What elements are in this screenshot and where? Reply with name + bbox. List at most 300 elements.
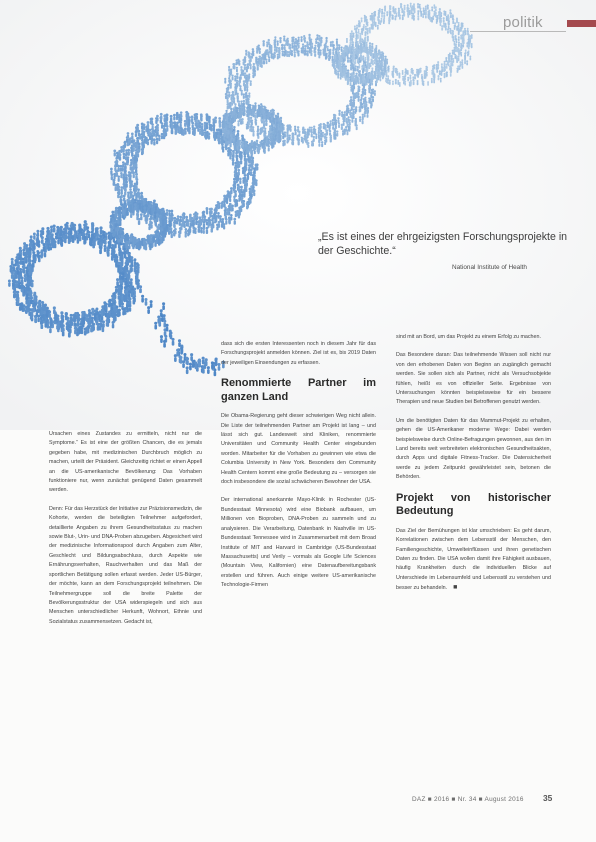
- crowd-figure-head: [105, 232, 108, 235]
- crowd-figure-head: [226, 198, 229, 201]
- crowd-figure-body: [446, 66, 448, 69]
- crowd-figure-body: [374, 92, 376, 96]
- crowd-figure-body: [185, 218, 187, 222]
- crowd-figure-head: [396, 68, 398, 70]
- crowd-figure-head: [214, 134, 217, 137]
- crowd-figure-head: [123, 295, 126, 298]
- crowd-figure-body: [182, 216, 184, 220]
- crowd-figure-head: [329, 120, 331, 122]
- crowd-figure-head: [458, 41, 460, 43]
- crowd-figure-body: [116, 160, 118, 164]
- crowd-figure-body: [227, 106, 229, 110]
- crowd-figure-body: [257, 128, 259, 132]
- crowd-figure-head: [194, 120, 197, 123]
- crowd-figure-body: [187, 232, 189, 236]
- crowd-figure-head: [164, 213, 167, 216]
- crowd-figure-body: [274, 48, 276, 51]
- crowd-figure-head: [30, 235, 33, 238]
- crowd-figure-body: [96, 320, 99, 325]
- crowd-figure-head: [353, 96, 355, 98]
- crowd-figure-body: [263, 61, 265, 65]
- crowd-figure-head: [363, 63, 365, 65]
- crowd-figure-body: [362, 121, 364, 125]
- crowd-figure-body: [37, 233, 39, 237]
- crowd-figure-body: [117, 186, 119, 190]
- crowd-figure-head: [329, 130, 331, 132]
- crowd-figure-body: [313, 138, 315, 142]
- crowd-figure-head: [140, 192, 143, 195]
- crowd-figure-head: [363, 98, 365, 100]
- crowd-figure-body: [418, 72, 420, 75]
- crowd-figure-body: [13, 294, 16, 299]
- crowd-figure-head: [184, 231, 187, 234]
- crowd-figure-body: [274, 54, 276, 58]
- crowd-figure-head: [88, 319, 91, 322]
- crowd-figure-head: [105, 303, 108, 306]
- crowd-figure-body: [70, 322, 72, 327]
- crowd-figure-head: [422, 80, 424, 82]
- crowd-figure-body: [173, 116, 175, 120]
- crowd-figure-body: [136, 146, 138, 150]
- crowd-figure-head: [146, 235, 149, 238]
- crowd-figure-body: [104, 248, 106, 252]
- crowd-figure-body: [445, 59, 447, 62]
- crowd-figure-body: [131, 293, 133, 297]
- crowd-figure-head: [86, 226, 89, 229]
- crowd-figure-head: [165, 121, 168, 124]
- crowd-figure-head: [330, 135, 332, 137]
- crowd-figure-head: [233, 218, 236, 221]
- crowd-figure-body: [278, 139, 280, 143]
- crowd-figure-head: [127, 284, 130, 287]
- crowd-figure-body: [252, 50, 254, 54]
- crowd-figure-head: [180, 111, 183, 114]
- crowd-figure-body: [444, 75, 446, 78]
- crowd-figure-head: [139, 285, 142, 288]
- crowd-figure-head: [224, 206, 227, 209]
- crowd-figure-body: [341, 126, 343, 130]
- crowd-figure-body: [34, 318, 37, 323]
- crowd-figure-body: [241, 71, 243, 75]
- crowd-figure-body: [216, 226, 218, 230]
- crowd-figure-head: [371, 67, 373, 69]
- crowd-figure-body: [143, 240, 145, 244]
- crowd-figure-body: [25, 255, 28, 260]
- crowd-figure-head: [92, 235, 95, 238]
- crowd-figure-head: [206, 208, 209, 211]
- crowd-figure-body: [165, 132, 167, 136]
- crowd-figure-body: [65, 228, 68, 233]
- crowd-figure-body: [362, 91, 364, 95]
- crowd-figure-head: [210, 225, 213, 228]
- crowd-figure-body: [228, 68, 230, 72]
- crowd-figure-body: [54, 316, 57, 321]
- crowd-figure-head: [168, 210, 171, 213]
- crowd-figure-head: [206, 122, 209, 125]
- crowd-figure-head: [440, 78, 442, 80]
- crowd-figure-body: [119, 229, 121, 233]
- crowd-figure-head: [115, 260, 118, 263]
- crowd-figure-body: [359, 66, 361, 69]
- crowd-figure-body: [471, 45, 473, 48]
- crowd-figure-body: [298, 141, 300, 145]
- crowd-figure-head: [319, 49, 321, 51]
- crowd-figure-body: [238, 198, 240, 202]
- crowd-figure-body: [291, 39, 293, 43]
- crowd-figure-head: [11, 258, 14, 261]
- crowd-figure-body: [355, 68, 357, 72]
- crowd-figure-head: [443, 73, 445, 75]
- crowd-figure-head: [318, 132, 320, 134]
- crowd-figure-head: [253, 190, 256, 193]
- crowd-figure-body: [120, 149, 122, 153]
- crowd-figure-body: [237, 99, 239, 102]
- crowd-figure-head: [245, 50, 247, 52]
- crowd-figure-body: [225, 95, 227, 99]
- crowd-figure-head: [240, 157, 243, 160]
- crowd-figure-body: [136, 212, 138, 216]
- crowd-figure-head: [210, 208, 213, 211]
- crowd-figure-head: [112, 321, 115, 324]
- crowd-figure-body: [56, 229, 59, 234]
- crowd-figure-body: [302, 46, 304, 50]
- crowd-figure-head: [437, 61, 439, 63]
- crowd-figure-head: [327, 46, 329, 48]
- crowd-figure-body: [240, 68, 242, 72]
- crowd-figure-body: [117, 167, 119, 171]
- crowd-figure-head: [349, 57, 351, 59]
- crowd-figure-body: [189, 218, 191, 222]
- crowd-figure-head: [193, 213, 196, 216]
- crowd-figure-head: [126, 300, 129, 303]
- crowd-figure-head: [350, 64, 353, 67]
- crowd-figure-head: [229, 196, 232, 199]
- crowd-figure-body: [356, 127, 358, 131]
- crowd-figure-head: [350, 96, 352, 98]
- crowd-figure-body: [355, 61, 357, 64]
- crowd-figure-head: [326, 129, 328, 131]
- crowd-figure-head: [240, 206, 243, 209]
- crowd-figure-body: [141, 142, 143, 146]
- crowd-figure-head: [185, 228, 188, 231]
- crowd-figure-head: [247, 51, 249, 53]
- crowd-figure-head: [161, 122, 164, 125]
- crowd-figure-head: [261, 127, 263, 129]
- crowd-figure-head: [319, 124, 322, 127]
- crowd-figure-body: [315, 40, 317, 44]
- crowd-figure-body: [346, 40, 348, 43]
- crowd-figure-head: [237, 162, 240, 165]
- crowd-figure-body: [115, 210, 117, 214]
- crowd-figure-body: [468, 46, 470, 49]
- crowd-figure-head: [364, 106, 366, 108]
- crowd-figure-head: [205, 132, 208, 135]
- crowd-figure-head: [297, 42, 299, 44]
- crowd-figure-body: [211, 228, 213, 232]
- crowd-figure-head: [74, 230, 77, 233]
- crowd-figure-body: [359, 109, 361, 113]
- crowd-figure-head: [325, 42, 327, 44]
- crowd-figure-head: [60, 226, 63, 229]
- crowd-figure-body: [29, 242, 32, 247]
- crowd-figure-body: [124, 165, 126, 169]
- crowd-figure-body: [19, 250, 22, 255]
- crowd-figure-head: [342, 130, 344, 132]
- crowd-figure-body: [135, 176, 137, 180]
- crowd-figure-head: [229, 153, 232, 156]
- crowd-figure-head: [454, 54, 456, 56]
- crowd-figure-head: [252, 180, 255, 183]
- crowd-figure-body: [239, 87, 241, 91]
- crowd-figure-body: [230, 97, 232, 101]
- crowd-figure-head: [36, 230, 39, 233]
- crowd-figure-body: [176, 114, 178, 118]
- crowd-figure-head: [162, 212, 165, 215]
- crowd-figure-head: [399, 82, 401, 84]
- crowd-figure-head: [140, 213, 143, 216]
- crowd-figure-head: [248, 198, 251, 201]
- crowd-figure-head: [467, 52, 469, 54]
- crowd-figure-body: [253, 192, 255, 196]
- crowd-figure-body: [319, 137, 321, 141]
- crowd-figure-head: [220, 202, 223, 205]
- crowd-figure-head: [361, 103, 363, 105]
- crowd-figure-head: [73, 224, 76, 227]
- crowd-figure-body: [277, 42, 279, 45]
- crowd-figure-body: [235, 213, 237, 217]
- crowd-figure-body: [123, 155, 125, 159]
- crowd-figure-body: [392, 73, 394, 76]
- crowd-figure-body: [130, 237, 133, 242]
- crowd-figure-body: [137, 153, 139, 157]
- crowd-figure-head: [452, 58, 454, 60]
- crowd-figure-head: [224, 209, 227, 212]
- crowd-figure-body: [192, 223, 194, 227]
- crowd-figure-head: [366, 68, 368, 70]
- crowd-figure-body: [458, 38, 460, 41]
- crowd-figure-head: [310, 131, 312, 133]
- crowd-figure-head: [212, 118, 215, 121]
- crowd-figure-body: [157, 126, 159, 130]
- crowd-figure-head: [287, 124, 289, 126]
- crowd-figure-body: [37, 305, 40, 310]
- crowd-figure-body: [412, 78, 414, 81]
- crowd-figure-head: [459, 61, 461, 63]
- crowd-figure-body: [206, 221, 208, 225]
- crowd-figure-body: [425, 76, 427, 79]
- crowd-figure-head: [356, 124, 358, 126]
- crowd-figure-head: [392, 81, 394, 83]
- crowd-figure-head: [346, 130, 348, 132]
- crowd-figure-head: [91, 308, 94, 311]
- crowd-figure-head: [265, 120, 267, 122]
- crowd-figure-body: [206, 125, 208, 129]
- crowd-figure-body: [436, 70, 438, 73]
- crowd-figure-body: [257, 133, 259, 137]
- crowd-figure-body: [60, 242, 63, 247]
- crowd-figure-head: [143, 206, 146, 209]
- crowd-figure-head: [215, 204, 218, 207]
- crowd-figure-head: [174, 228, 177, 231]
- crowd-figure-head: [116, 183, 119, 186]
- crowd-figure-head: [403, 76, 405, 78]
- crowd-figure-head: [464, 52, 466, 54]
- crowd-figure-head: [455, 47, 457, 49]
- crowd-figure-head: [338, 122, 340, 124]
- crowd-figure-body: [131, 140, 133, 144]
- crowd-figure-body: [354, 63, 356, 66]
- crowd-figure-head: [324, 133, 326, 135]
- crowd-figure-head: [460, 46, 462, 48]
- crowd-figure-head: [143, 238, 146, 241]
- crowd-figure-head: [76, 312, 79, 315]
- crowd-figure-head: [294, 129, 296, 131]
- crowd-figure-body: [248, 94, 250, 97]
- crowd-figure-body: [466, 62, 468, 65]
- crowd-figure-body: [358, 98, 360, 102]
- crowd-figure-body: [227, 86, 229, 90]
- crowd-figure-head: [114, 314, 117, 317]
- crowd-figure-body: [116, 172, 118, 176]
- crowd-figure-head: [352, 85, 354, 87]
- crowd-figure-head: [136, 271, 139, 274]
- crowd-figure-head: [349, 100, 351, 102]
- crowd-figure-head: [128, 171, 131, 174]
- crowd-figure-head: [240, 151, 243, 154]
- crowd-figure-head: [235, 59, 237, 61]
- crowd-figure-body: [259, 58, 261, 62]
- crowd-figure-head: [313, 136, 315, 138]
- crowd-figure-head: [201, 123, 204, 126]
- crowd-figure-head: [444, 61, 446, 63]
- crowd-figure-body: [138, 132, 140, 136]
- crowd-figure-body: [431, 80, 433, 83]
- crowd-figure-head: [150, 118, 153, 121]
- crowd-figure-body: [368, 89, 370, 93]
- crowd-figure-head: [19, 247, 22, 250]
- crowd-figure-head: [301, 137, 303, 139]
- crowd-figure-body: [210, 127, 212, 131]
- crowd-figure-head: [232, 184, 235, 187]
- crowd-figure-head: [288, 43, 290, 45]
- crowd-figure-body: [252, 133, 254, 137]
- crowd-figure-head: [348, 126, 350, 128]
- crowd-figure-head: [83, 236, 86, 239]
- crowd-figure-head: [282, 140, 284, 142]
- crowd-figure-body: [237, 61, 239, 65]
- crowd-figure-head: [97, 238, 100, 241]
- crowd-figure-head: [245, 92, 247, 94]
- crowd-figure-body: [121, 231, 124, 236]
- crowd-figure-head: [200, 113, 203, 116]
- crowd-figure-body: [250, 58, 252, 62]
- crowd-figure-head: [99, 246, 102, 249]
- crowd-figure-body: [8, 282, 10, 287]
- crowd-figure-head: [250, 193, 253, 196]
- crowd-figure-body: [30, 238, 33, 243]
- crowd-figure-head: [289, 134, 291, 136]
- crowd-figure-head: [120, 259, 123, 262]
- crowd-figure-head: [371, 59, 373, 61]
- crowd-figure-body: [128, 177, 130, 181]
- crowd-figure-body: [236, 75, 238, 79]
- crowd-figure-head: [364, 112, 366, 114]
- crowd-figure-body: [222, 149, 224, 153]
- crowd-figure-body: [258, 47, 260, 51]
- crowd-figure-body: [152, 126, 154, 130]
- crowd-figure-head: [203, 227, 206, 230]
- crowd-figure-body: [30, 299, 33, 304]
- crowd-figure-head: [232, 151, 235, 154]
- crowd-figure-body: [137, 245, 139, 249]
- crowd-figure-body: [404, 82, 406, 85]
- crowd-figure-head: [248, 92, 250, 94]
- crowd-figure-head: [154, 240, 157, 243]
- crowd-figure-body: [441, 65, 443, 68]
- crowd-figure-body: [367, 57, 369, 60]
- crowd-figure-body: [352, 91, 354, 95]
- crowd-figure-body: [130, 167, 132, 171]
- crowd-figure-head: [112, 296, 115, 299]
- crowd-figure-head: [125, 149, 128, 152]
- crowd-figure-body: [185, 234, 187, 238]
- crowd-figure-body: [37, 242, 40, 247]
- crowd-figure-head: [325, 54, 327, 56]
- crowd-figure-body: [228, 220, 230, 225]
- crowd-figure-head: [232, 159, 235, 162]
- crowd-figure-body: [171, 212, 173, 216]
- crowd-figure-body: [458, 52, 460, 55]
- crowd-figure-body: [327, 124, 329, 128]
- crowd-figure-head: [344, 116, 346, 118]
- crowd-figure-body: [342, 132, 344, 135]
- crowd-figure-head: [150, 234, 153, 237]
- crowd-figure-head: [114, 255, 117, 258]
- crowd-figure-body: [82, 320, 85, 325]
- crowd-figure-body: [131, 135, 133, 139]
- crowd-figure-head: [171, 121, 174, 124]
- crowd-figure-head: [234, 167, 237, 170]
- crowd-figure-body: [50, 228, 52, 233]
- crowd-figure-head: [313, 128, 315, 130]
- crowd-figure-head: [166, 209, 169, 212]
- crowd-figure-body: [21, 284, 24, 289]
- crowd-figure-body: [259, 61, 261, 64]
- crowd-figure-head: [113, 246, 116, 249]
- crowd-figure-body: [37, 318, 39, 322]
- crowd-figure-body: [136, 274, 139, 279]
- crowd-figure-body: [123, 197, 125, 201]
- crowd-figure-body: [248, 53, 250, 57]
- crowd-figure-head: [309, 127, 311, 129]
- crowd-figure-head: [338, 44, 340, 46]
- crowd-figure-body: [121, 275, 124, 280]
- crowd-figure-head: [352, 88, 354, 90]
- crowd-figure-body: [200, 116, 202, 120]
- crowd-figure-head: [270, 45, 272, 47]
- crowd-figure-head: [238, 195, 241, 198]
- crowd-figure-body: [139, 243, 141, 247]
- crowd-figure-body: [119, 275, 122, 280]
- crowd-figure-body: [174, 230, 176, 234]
- crowd-figure-body: [287, 40, 289, 44]
- crowd-figure-body: [225, 221, 227, 225]
- crowd-figure-body: [288, 53, 290, 57]
- crowd-figure-body: [134, 157, 136, 161]
- crowd-figure-body: [112, 324, 115, 329]
- crowd-figure-body: [29, 282, 31, 286]
- crowd-figure-head: [450, 72, 452, 74]
